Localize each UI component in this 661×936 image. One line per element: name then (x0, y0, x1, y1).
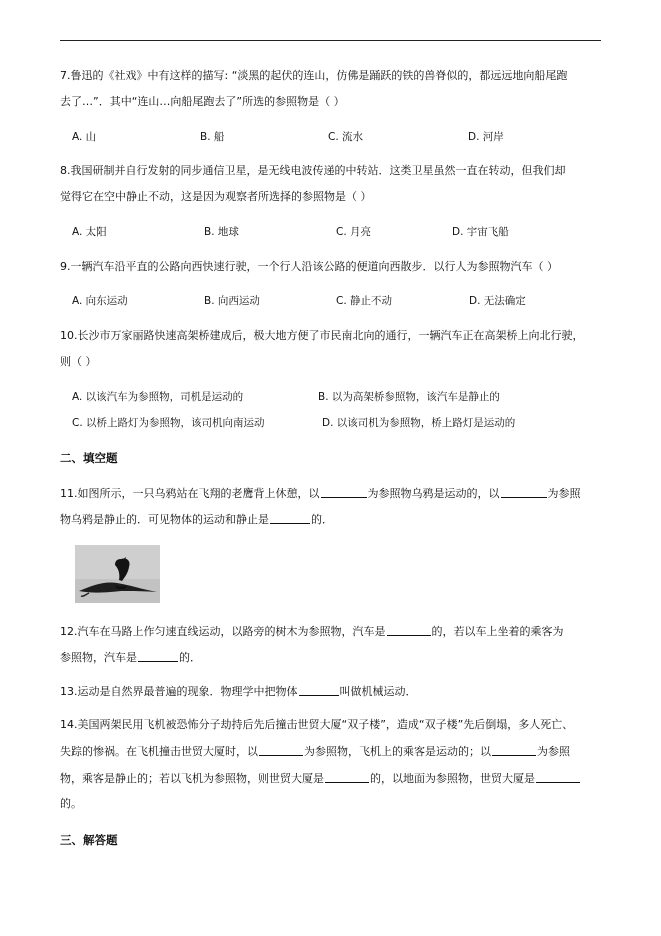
q13-line (60, 684, 417, 699)
q14-line4: 的。 (60, 797, 82, 810)
q11-blank-3[interactable] (270, 512, 310, 524)
q7-option-b[interactable]: B. 船 (200, 131, 225, 143)
q12-text-3: 参照物，汽车是 (60, 651, 137, 664)
q8-line2: 觉得它在空中静止不动，这是因为观察者所选择的参照物是（ ） (60, 190, 372, 203)
q14-line2 (60, 744, 570, 759)
q14-text-5: 的，以地面为参照物，世贸大厦是 (370, 772, 535, 785)
q12-text-2: 的，若以车上坐着的乘客为 (431, 625, 564, 638)
q12-blank-1[interactable] (387, 624, 431, 636)
q13-blank[interactable] (299, 684, 339, 696)
q10-option-c[interactable]: C. 以桥上路灯为参照物，该司机向南运动 (72, 417, 265, 429)
q13-text-1: 13.运动是自然界最普遍的现象．物理学中把物体 (60, 685, 298, 698)
section-heading-fill-in: 二、填空题 (60, 451, 118, 465)
q11-text-4: 物乌鸦是静止的．可见物体的运动和静止是 (60, 513, 269, 526)
q14-text-3: 为参照 (537, 745, 570, 758)
q7-line1: 7.鲁迅的《社戏》中有这样的描写: “淡黑的起伏的连山，仿佛是踊跃的铁的兽脊似的，都远远地向船尾跑 (60, 69, 568, 82)
q13-text-2: 叫做机械运动． (339, 685, 417, 698)
q11-line1 (60, 486, 581, 501)
q12-text-1: 12.汽车在马路上作匀速直线运动，以路旁的树木为参照物，汽车是 (60, 625, 386, 638)
q14-blank-3[interactable] (325, 771, 369, 783)
q10-option-d[interactable]: D. 以该司机为参照物，桥上路灯是运动的 (322, 417, 516, 429)
q12-line2 (60, 650, 201, 665)
q7-option-a[interactable]: A. 山 (72, 131, 97, 143)
q12-text-4: 的． (179, 651, 201, 664)
q11-blank-2[interactable] (501, 486, 547, 498)
q12-blank-2[interactable] (138, 650, 178, 662)
q8-option-d[interactable]: D. 宇宙飞船 (452, 226, 509, 238)
q9-line1: 9.一辆汽车沿平直的公路向西快速行驶，一个行人沿该公路的便道向西散步．以行人为参照物汽车（ ） (60, 260, 558, 273)
q9-option-c[interactable]: C. 静止不动 (336, 295, 393, 307)
section-heading-answer: 三、解答题 (60, 833, 118, 847)
bird-silhouette-icon (75, 545, 160, 603)
q7-option-c[interactable]: C. 流水 (328, 131, 364, 143)
q14-line3 (60, 771, 581, 786)
q8-option-c[interactable]: C. 月亮 (336, 226, 372, 238)
q8-option-b[interactable]: B. 地球 (204, 226, 239, 238)
q14-blank-2[interactable] (492, 744, 536, 756)
q14-text-1: 失踪的惨祸。在飞机撞击世贸大厦时，以 (60, 745, 258, 758)
q14-blank-4[interactable] (536, 771, 580, 783)
q14-text-2: 为参照物，飞机上的乘客是运动的；以 (304, 745, 491, 758)
q12-line1 (60, 624, 564, 639)
crow-on-eagle-photo (75, 545, 160, 603)
q10-option-b[interactable]: B. 以为高架桥参照物，该汽车是静止的 (318, 391, 500, 403)
q11-text-3: 为参照 (547, 487, 581, 500)
header-rule (60, 40, 601, 41)
q7-line2: 去了…”．其中“连山…向船尾跑去了”所选的参照物是（ ） (60, 95, 345, 108)
q14-text-4: 物，乘客是静止的；若以飞机为参照物，则世贸大厦是 (60, 772, 324, 785)
q11-text-1: 11.如图所示，一只乌鸦站在飞翔的老鹰背上休憩，以 (60, 487, 320, 500)
q11-line2 (60, 512, 333, 527)
q9-option-d[interactable]: D. 无法确定 (469, 295, 526, 307)
q8-option-a[interactable]: A. 太阳 (72, 226, 107, 238)
q10-line2: 则（ ） (60, 355, 97, 368)
q11-text-2: 为参照物乌鸦是运动的，以 (367, 487, 500, 500)
q14-blank-1[interactable] (259, 744, 303, 756)
q10-option-a[interactable]: A. 以该汽车为参照物，司机是运动的 (72, 391, 244, 403)
q10-line1: 10.长沙市万家丽路快速高架桥建成后，极大地方便了市民南北向的通行，一辆汽车正在高架桥上向北行驶， (60, 329, 584, 342)
q7-option-d[interactable]: D. 河岸 (468, 131, 504, 143)
q11-text-5: 的． (311, 513, 333, 526)
q9-option-a[interactable]: A. 向东运动 (72, 295, 128, 307)
q14-line1: 14.美国两架民用飞机被恐怖分子劫持后先后撞击世贸大厦“双子楼”，造成“双子楼”先后倒塌，多人死亡、 (60, 718, 574, 731)
q11-blank-1[interactable] (321, 486, 367, 498)
q8-line1: 8.我国研制并自行发射的同步通信卫星，是无线电波传递的中转站．这类卫星虽然一直在转动，但我们却 (60, 164, 566, 177)
q9-option-b[interactable]: B. 向西运动 (204, 295, 260, 307)
